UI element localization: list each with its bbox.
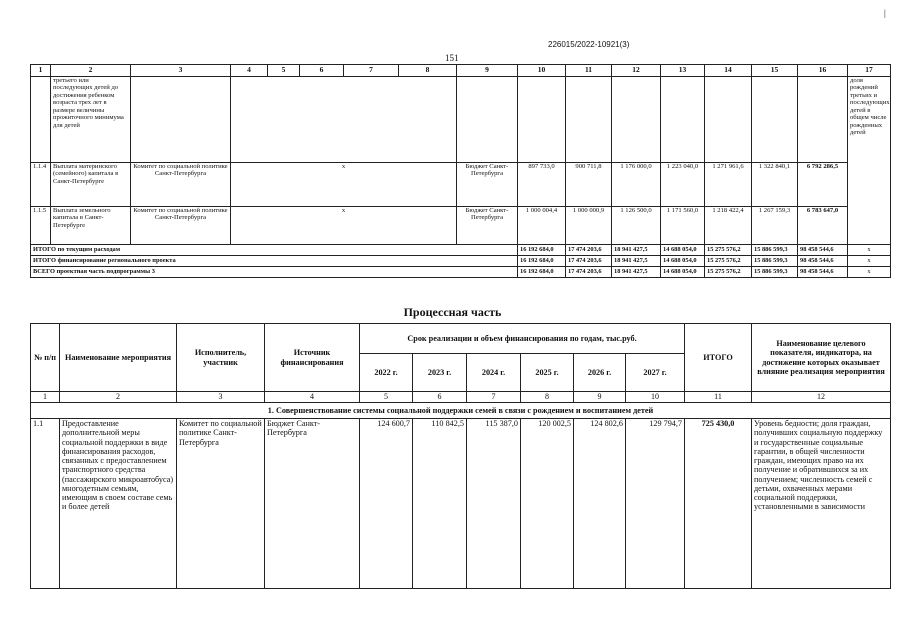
value-2027: 1 267 159,3 bbox=[752, 207, 798, 245]
document-id: 226015/2022-10921(3) bbox=[548, 40, 630, 49]
continuation-row bbox=[31, 77, 891, 163]
col-number: 6 bbox=[413, 392, 467, 403]
value-2027: 129 794,7 bbox=[626, 419, 685, 589]
funding-source: Бюджет Санкт-Петербурга bbox=[457, 207, 518, 245]
event-name: Предоставление дополнительной меры социальной поддержки в виде финансирования расходов, связанных с предоставлением транспортного средства (пассажирского микроавтобуса) многодетным семьям, имеющим в своем составе семь и более детей bbox=[60, 419, 177, 589]
header-year: 2024 г. bbox=[467, 354, 521, 392]
col-number: 17 bbox=[848, 65, 891, 77]
value-2022: 897 733,0 bbox=[518, 163, 566, 207]
cross-mark: х bbox=[231, 207, 457, 245]
col-number: 5 bbox=[268, 65, 300, 77]
summary-value: 15 886 599,3 bbox=[752, 245, 798, 256]
executor: Комитет по социальной политике Санкт-Петербурга bbox=[131, 207, 231, 245]
col-number: 10 bbox=[626, 392, 685, 403]
summary-value: 14 688 054,0 bbox=[661, 245, 705, 256]
value-2023: 900 711,8 bbox=[566, 163, 612, 207]
col-number: 3 bbox=[131, 65, 231, 77]
cross-mark: х bbox=[848, 267, 891, 278]
header-row bbox=[31, 324, 891, 354]
cross-mark: х bbox=[231, 163, 457, 207]
header-year: 2025 г. bbox=[521, 354, 574, 392]
col-number: 1 bbox=[31, 65, 51, 77]
header-source: Источник финансирования bbox=[265, 324, 360, 392]
event-name: Выплата материнского (семейного) капитала в Санкт-Петербурге bbox=[51, 163, 131, 207]
summary-value: 18 941 427,5 bbox=[612, 245, 661, 256]
summary-value: 18 941 427,5 bbox=[612, 267, 661, 278]
col-number: 10 bbox=[518, 65, 566, 77]
col-number: 12 bbox=[612, 65, 661, 77]
col-number: 8 bbox=[521, 392, 574, 403]
header-year: 2027 г. bbox=[626, 354, 685, 392]
summary-row bbox=[31, 245, 891, 256]
funding-source: Бюджет Санкт-Петербурга bbox=[457, 163, 518, 207]
summary-total: 98 458 544,6 bbox=[798, 245, 848, 256]
summary-value: 15 886 599,3 bbox=[752, 267, 798, 278]
col-number: 8 bbox=[399, 65, 457, 77]
summary-total: 98 458 544,6 bbox=[798, 267, 848, 278]
summary-value: 17 474 203,6 bbox=[566, 256, 612, 267]
section-row bbox=[31, 403, 891, 419]
summary-value: 15 886 599,3 bbox=[752, 256, 798, 267]
column-number-row bbox=[31, 392, 891, 403]
col-number: 11 bbox=[566, 65, 612, 77]
col-number: 4 bbox=[265, 392, 360, 403]
funding-source: Бюджет Санкт-Петербурга bbox=[265, 419, 360, 589]
value-2024: 115 387,0 bbox=[467, 419, 521, 589]
col-number: 2 bbox=[60, 392, 177, 403]
value-2022: 124 600,7 bbox=[360, 419, 413, 589]
col-number: 9 bbox=[457, 65, 518, 77]
header-year: 2026 г. bbox=[574, 354, 626, 392]
table-row bbox=[31, 207, 891, 245]
col-number: 3 bbox=[177, 392, 265, 403]
header-indicator: Наименование целевого показателя, индикатора, на достижение которых оказывает влияние реализация мероприятия bbox=[752, 324, 891, 392]
col-number: 4 bbox=[231, 65, 268, 77]
summary-value: 15 275 576,2 bbox=[705, 267, 752, 278]
summary-value: 15 275 576,2 bbox=[705, 256, 752, 267]
table-row bbox=[31, 419, 891, 589]
col-number: 7 bbox=[344, 65, 399, 77]
header-event: Наименование мероприятия bbox=[60, 324, 177, 392]
row-number: 1.1 bbox=[31, 419, 60, 589]
value-2027: 1 322 840,1 bbox=[752, 163, 798, 207]
section-heading: 1. Совершенствование системы социальной поддержки семей в связи с рождением и воспитанием детей bbox=[31, 403, 891, 419]
page-number: 151 bbox=[445, 53, 459, 63]
process-funding-table bbox=[30, 323, 891, 589]
header-executor: Исполнитель, участник bbox=[177, 324, 265, 392]
value-2022: 1 000 004,4 bbox=[518, 207, 566, 245]
value-2025: 120 002,5 bbox=[521, 419, 574, 589]
column-number-row bbox=[31, 65, 891, 77]
row-total: 6 783 647,0 bbox=[798, 207, 848, 245]
cross-mark: х bbox=[848, 256, 891, 267]
value-2023: 110 842,5 bbox=[413, 419, 467, 589]
header-year: 2022 г. bbox=[360, 354, 413, 392]
row-total: 725 430,0 bbox=[685, 419, 752, 589]
project-funding-table bbox=[30, 64, 891, 278]
summary-value: 16 192 684,0 bbox=[518, 245, 566, 256]
row-total: 6 792 286,5 bbox=[798, 163, 848, 207]
summary-value: 18 941 427,5 bbox=[612, 256, 661, 267]
value-2026: 124 802,6 bbox=[574, 419, 626, 589]
continuation-text: третьего или последующих детей до достижения ребенком возраста трех лет в размере величины прожиточного минимума для детей bbox=[51, 77, 131, 163]
summary-value: 17 474 203,6 bbox=[566, 245, 612, 256]
indicator-text: доля рождений третьих и последующих детей в общем числе рожденных детей bbox=[848, 77, 891, 245]
summary-label: ВСЕГО проектная часть подпрограммы 3 bbox=[31, 267, 518, 278]
corner-mark: | bbox=[884, 8, 886, 18]
summary-value: 14 688 054,0 bbox=[661, 267, 705, 278]
col-number: 5 bbox=[360, 392, 413, 403]
summary-value: 16 192 684,0 bbox=[518, 267, 566, 278]
col-number: 12 bbox=[752, 392, 891, 403]
value-2024: 1 176 000,0 bbox=[612, 163, 661, 207]
col-number: 16 bbox=[798, 65, 848, 77]
summary-value: 16 192 684,0 bbox=[518, 256, 566, 267]
summary-total: 98 458 544,6 bbox=[798, 256, 848, 267]
col-number: 11 bbox=[685, 392, 752, 403]
executor: Комитет по социальной политике Санкт-Петербурга bbox=[177, 419, 265, 589]
summary-label: ИТОГО финансирование регионального проекта bbox=[31, 256, 518, 267]
summary-value: 14 688 054,0 bbox=[661, 256, 705, 267]
row-number: 1.1.5 bbox=[31, 207, 51, 245]
indicator-text: Уровень бедности; доля граждан, получивших социальную поддержку и государственные социальные гарантии, в общей численности граждан, имеющих право на их получение и обратившихся за их получением; численность семей с детьми, охваченных мерами социальной поддержки, установленными в зависимости bbox=[752, 419, 891, 589]
value-2024: 1 126 500,0 bbox=[612, 207, 661, 245]
col-number: 1 bbox=[31, 392, 60, 403]
value-2025: 1 223 040,0 bbox=[661, 163, 705, 207]
col-number: 9 bbox=[574, 392, 626, 403]
event-name: Выплата земельного капитала в Санкт-Петербурге bbox=[51, 207, 131, 245]
col-number: 14 bbox=[705, 65, 752, 77]
col-number: 6 bbox=[300, 65, 344, 77]
header-period: Срок реализации и объем финансирования по годам, тыс.руб. bbox=[360, 324, 685, 354]
executor: Комитет по социальной политике Санкт-Петербурга bbox=[131, 163, 231, 207]
header-num: № п/п bbox=[31, 324, 60, 392]
col-number: 2 bbox=[51, 65, 131, 77]
value-2026: 1 271 961,6 bbox=[705, 163, 752, 207]
col-number: 13 bbox=[661, 65, 705, 77]
col-number: 15 bbox=[752, 65, 798, 77]
summary-label: ИТОГО по текущим расходам bbox=[31, 245, 518, 256]
section-title: Процессная часть bbox=[403, 305, 502, 319]
table-row bbox=[31, 163, 891, 207]
col-number: 7 bbox=[467, 392, 521, 403]
summary-value: 15 275 576,2 bbox=[705, 245, 752, 256]
cross-mark: х bbox=[848, 245, 891, 256]
row-number: 1.1.4 bbox=[31, 163, 51, 207]
summary-row bbox=[31, 267, 891, 278]
value-2026: 1 218 422,4 bbox=[705, 207, 752, 245]
value-2023: 1 000 000,9 bbox=[566, 207, 612, 245]
value-2025: 1 171 560,0 bbox=[661, 207, 705, 245]
header-year: 2023 г. bbox=[413, 354, 467, 392]
summary-row bbox=[31, 256, 891, 267]
summary-value: 17 474 203,6 bbox=[566, 267, 612, 278]
header-total: ИТОГО bbox=[685, 324, 752, 392]
